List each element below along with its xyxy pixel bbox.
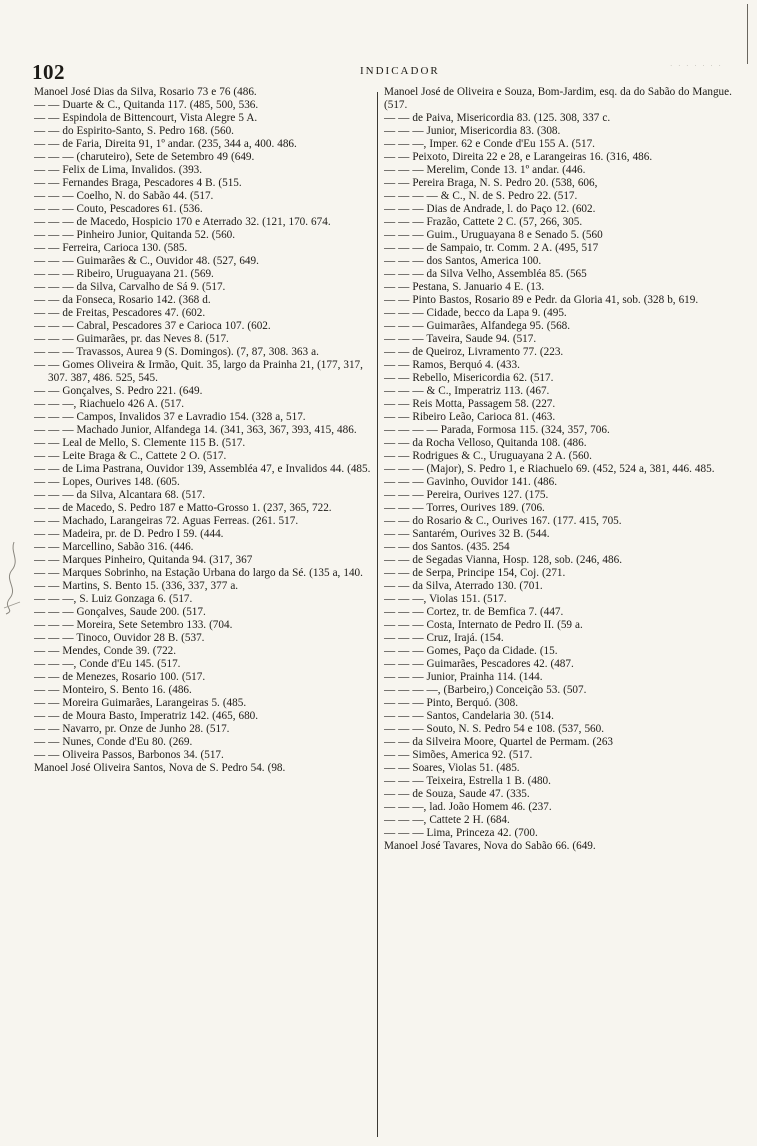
directory-entry: — — Gonçalves, S. Pedro 221. (649. bbox=[34, 385, 203, 397]
directory-entry: — — de Faria, Direita 91, 1º andar. (235, 344 a, 400. 486. bbox=[34, 138, 297, 150]
directory-entry: — — da Silveira Moore, Quartel de Permam. (263 bbox=[384, 736, 614, 748]
directory-entry: — — Pestana, S. Januario 4 E. (13. bbox=[384, 281, 545, 293]
directory-entry: — — Marques Sobrinho, na Estação Urbana do largo da Sé. (135 a, 140. bbox=[34, 567, 363, 579]
directory-entry: — — — Gonçalves, Saude 200. (517. bbox=[34, 606, 206, 618]
directory-entry: — — da Silva, Aterrado 130. (701. bbox=[384, 580, 543, 592]
directory-entry: — — Simões, America 92. (517. bbox=[384, 749, 533, 761]
directory-entry: — — de Souza, Saude 47. (335. bbox=[384, 788, 530, 800]
directory-entry: — — Madeira, pr. de D. Pedro I 59. (444. bbox=[34, 528, 224, 540]
directory-entry: — — — & C., Imperatriz 113. (467. bbox=[384, 385, 550, 397]
directory-entry: — — — da Silva Velho, Assembléa 85. (565 bbox=[384, 268, 587, 280]
page-edge-line bbox=[747, 4, 748, 64]
directory-entry: — — de Moura Basto, Imperatriz 142. (465, 680. bbox=[34, 710, 259, 722]
directory-entry: — — — Cortez, tr. de Bemfica 7. (447. bbox=[384, 606, 564, 618]
directory-entry: — — Monteiro, S. Bento 16. (486. bbox=[34, 684, 192, 696]
directory-entry: Manoel José Tavares, Nova do Sabão 66. (649. bbox=[384, 840, 596, 852]
directory-entry: Manoel José Dias da Silva, Rosario 73 e 76 (486. bbox=[34, 86, 257, 98]
directory-entry: — — Espindola de Bittencourt, Vista Alegre 5 A. bbox=[34, 112, 258, 124]
directory-entry: — — Martins, S. Bento 15. (336, 337, 377 a. bbox=[34, 580, 239, 592]
directory-entry: — — de Macedo, S. Pedro 187 e Matto-Grosso 1. (237, 365, 722. bbox=[34, 502, 332, 514]
directory-entry: — — — Taveira, Saude 94. (517. bbox=[384, 333, 537, 345]
directory-entry: — — — Ribeiro, Uruguayana 21. (569. bbox=[34, 268, 214, 280]
directory-entry: — — de Menezes, Rosario 100. (517. bbox=[34, 671, 206, 683]
directory-entry: — — — Cruz, Irajá. (154. bbox=[384, 632, 504, 644]
directory-entry: — — — Pinheiro Junior, Quitanda 52. (560. bbox=[34, 229, 236, 241]
directory-entry: — — Santarém, Ourives 32 B. (544. bbox=[384, 528, 550, 540]
directory-entry: — — Soares, Violas 51. (485. bbox=[384, 762, 520, 774]
pencil-scribble-icon bbox=[0, 538, 28, 618]
directory-entry: — — Ramos, Berquó 4. (433. bbox=[384, 359, 520, 371]
column-divider bbox=[377, 92, 378, 1137]
directory-entry: — — Marcellino, Sabão 316. (446. bbox=[34, 541, 194, 553]
directory-entry: — — Marques Pinheiro, Quitanda 94. (317, 367 bbox=[34, 554, 253, 566]
directory-entry: — — — (Major), S. Pedro 1, e Riachuelo 69. (452, 524 a, 381, 446. 485. bbox=[384, 463, 715, 475]
directory-entry: — — Moreira Guimarães, Larangeiras 5. (485. bbox=[34, 697, 247, 709]
directory-entry: — — —, S. Luiz Gonzaga 6. (517. bbox=[34, 593, 193, 605]
directory-entry: — — — Gomes, Paço da Cidade. (15. bbox=[384, 645, 558, 657]
directory-entry: — — — Travassos, Aurea 9 (S. Domingos). (7, 87, 308. 363 a. bbox=[34, 346, 319, 358]
directory-entry: — — —, Violas 151. (517. bbox=[384, 593, 507, 605]
directory-entry: — — — Coelho, N. do Sabão 44. (517. bbox=[34, 190, 214, 202]
directory-entry: — — — — & C., N. de S. Pedro 22. (517. bbox=[384, 190, 578, 202]
directory-entry: — — — Merelim, Conde 13. 1º andar. (446. bbox=[384, 164, 586, 176]
directory-entry: — — — da Silva, Carvalho de Sá 9. (517. bbox=[34, 281, 226, 293]
directory-entry: — — — Tinoco, Ouvidor 28 B. (537. bbox=[34, 632, 205, 644]
directory-entry: — — do Rosario & C., Ourives 167. (177. 415, 705. bbox=[384, 515, 622, 527]
directory-entry: — — — de Macedo, Hospicio 170 e Aterrado 32. (121, 170. 674. bbox=[34, 216, 331, 228]
directory-entry: — — Nunes, Conde d'Eu 80. (269. bbox=[34, 736, 193, 748]
directory-entry: — — Mendes, Conde 39. (722. bbox=[34, 645, 177, 657]
directory-entry: — — — Cidade, becco da Lapa 9. (495. bbox=[384, 307, 567, 319]
directory-entry: — — — Cabral, Pescadores 37 e Carioca 107. (602. bbox=[34, 320, 271, 332]
directory-entry: — — — Guimarães & C., Ouvidor 48. (527, 649. bbox=[34, 255, 259, 267]
directory-entry: — — da Fonseca, Rosario 142. (368 d. bbox=[34, 294, 211, 306]
directory-entry: — — —, Conde d'Eu 145. (517. bbox=[34, 658, 181, 670]
directory-entry: — — — Teixeira, Estrella 1 B. (480. bbox=[384, 775, 551, 787]
directory-entry: — — — Junior, Misericordia 83. (308. bbox=[384, 125, 561, 137]
directory-entry: — — de Paiva, Misericordia 83. (125. 308, 337 c. bbox=[384, 112, 611, 124]
directory-entry: — — Duarte & C., Quitanda 117. (485, 500, 536. bbox=[34, 99, 259, 111]
faded-corner-mark: · · · · · · · bbox=[670, 62, 723, 70]
directory-entry: — — — Moreira, Sete Setembro 133. (704. bbox=[34, 619, 233, 631]
directory-entry: — — Ribeiro Leão, Carioca 81. (463. bbox=[384, 411, 556, 423]
directory-entry: — — Lopes, Ourives 148. (605. bbox=[34, 476, 180, 488]
directory-entry: — — Felix de Lima, Invalidos. (393. bbox=[34, 164, 203, 176]
page-number: 102 bbox=[32, 60, 65, 84]
directory-entry: — — Rodrigues & C., Uruguayana 2 A. (560. bbox=[384, 450, 592, 462]
directory-entry: — — — Campos, Invalidos 37 e Lavradio 154. (328 a, 517. bbox=[34, 411, 306, 423]
directory-entry: Manoel José de Oliveira e Souza, Bom-Jardim, esq. da do Sabão do Mangue. (517. bbox=[384, 86, 732, 111]
directory-entry: — — — Junior, Prainha 114. (144. bbox=[384, 671, 543, 683]
directory-entry: — — Reis Motta, Passagem 58. (227. bbox=[384, 398, 556, 410]
directory-entry: — — dos Santos. (435. 254 bbox=[384, 541, 510, 553]
directory-entry: — — — Costa, Internato de Pedro II. (59 a. bbox=[384, 619, 583, 631]
directory-entry: — — Leal de Mello, S. Clemente 115 B. (517. bbox=[34, 437, 246, 449]
directory-entry: — — Gomes Oliveira & Irmão, Quit. 35, largo da Prainha 21, (177, 317, 307. 387, 486. 525, 545. bbox=[34, 359, 363, 384]
directory-entry: — — — —, (Barbeiro,) Conceição 53. (507. bbox=[384, 684, 587, 696]
directory-entry: — — Oliveira Passos, Barbonos 34. (517. bbox=[34, 749, 224, 761]
directory-entry: — — Peixoto, Direita 22 e 28, e Larangeiras 16. (316, 486. bbox=[384, 151, 653, 163]
directory-entry: — — Ferreira, Carioca 130. (585. bbox=[34, 242, 188, 254]
directory-entry: — — da Rocha Velloso, Quitanda 108. (486. bbox=[384, 437, 587, 449]
directory-entry: — — — Frazão, Cattete 2 C. (57, 266, 305. bbox=[384, 216, 583, 228]
directory-entry: — — Navarro, pr. Onze de Junho 28. (517. bbox=[34, 723, 230, 735]
page-header bbox=[30, 60, 737, 84]
directory-entry: — — —, Cattete 2 H. (684. bbox=[384, 814, 510, 826]
directory-entry: — — Machado, Larangeiras 72. Aguas Ferreas. (261. 517. bbox=[34, 515, 299, 527]
directory-entry: — — — de Sampaio, tr. Comm. 2 A. (495, 517 bbox=[384, 242, 599, 254]
right-column bbox=[384, 86, 734, 1140]
directory-entry: — — — Guimarães, pr. das Neves 8. (517. bbox=[34, 333, 229, 345]
directory-entry: — — Pereira Braga, N. S. Pedro 20. (538, 606, bbox=[384, 177, 598, 189]
directory-entry: — — Leite Braga & C., Cattete 2 O. (517. bbox=[34, 450, 227, 462]
marginal-pencil-mark bbox=[0, 538, 28, 618]
directory-entry: Manoel José Oliveira Santos, Nova de S. Pedro 54. (98. bbox=[34, 762, 286, 774]
directory-entry: — — de Serpa, Principe 154, Coj. (271. bbox=[384, 567, 566, 579]
directory-entry: — — de Segadas Vianna, Hosp. 128, sob. (246, 486. bbox=[384, 554, 623, 566]
directory-entry: — — de Queiroz, Livramento 77. (223. bbox=[384, 346, 564, 358]
directory-entry: — — Rebello, Misericordia 62. (517. bbox=[384, 372, 554, 384]
running-title: INDICADOR bbox=[360, 65, 440, 77]
directory-entry: — — — Torres, Ourives 189. (706. bbox=[384, 502, 545, 514]
directory-entry: — — — (charuteiro), Sete de Setembro 49 (649. bbox=[34, 151, 255, 163]
directory-entry: — — Pinto Bastos, Rosario 89 e Pedr. da Gloria 41, sob. (328 b, 619. bbox=[384, 294, 699, 306]
directory-entry: — — — Gavinho, Ouvidor 141. (486. bbox=[384, 476, 558, 488]
directory-entry: — — — Machado Junior, Alfandega 14. (341, 363, 367, 393, 415, 486. bbox=[34, 424, 357, 436]
directory-entry: — — — Santos, Candelaria 30. (514. bbox=[384, 710, 554, 722]
left-column bbox=[34, 86, 374, 1140]
directory-entry: — — — Souto, N. S. Pedro 54 e 108. (537, 560. bbox=[384, 723, 605, 735]
directory-entry: — — do Espirito-Santo, S. Pedro 168. (560. bbox=[34, 125, 234, 137]
directory-entry: — — — Lima, Princeza 42. (700. bbox=[384, 827, 538, 839]
directory-entry: — — —, lad. João Homem 46. (237. bbox=[384, 801, 552, 813]
directory-entry: — — —, Riachuelo 426 A. (517. bbox=[34, 398, 185, 410]
directory-entry: — — Fernandes Braga, Pescadores 4 B. (515. bbox=[34, 177, 242, 189]
directory-entry: — — — Dias de Andrade, l. do Paço 12. (602. bbox=[384, 203, 596, 215]
directory-entry: — — — Couto, Pescadores 61. (536. bbox=[34, 203, 203, 215]
directory-entry: — — — — Parada, Formosa 115. (324, 357, 706. bbox=[384, 424, 610, 436]
directory-entry: — — — Guim., Uruguayana 8 e Senado 5. (560 bbox=[384, 229, 603, 241]
directory-entry: — — — da Silva, Alcantara 68. (517. bbox=[34, 489, 206, 501]
directory-entry: — — — dos Santos, America 100. bbox=[384, 255, 542, 267]
directory-entry: — — —, Imper. 62 e Conde d'Eu 155 A. (517. bbox=[384, 138, 595, 150]
directory-entry: — — — Guimarães, Pescadores 42. (487. bbox=[384, 658, 574, 670]
directory-entry: — — — Pinto, Berquó. (308. bbox=[384, 697, 519, 709]
directory-entry: — — de Freitas, Pescadores 47. (602. bbox=[34, 307, 206, 319]
directory-entry: — — — Pereira, Ourives 127. (175. bbox=[384, 489, 549, 501]
directory-entry: — — — Guimarães, Alfandega 95. (568. bbox=[384, 320, 571, 332]
directory-entry: — — de Lima Pastrana, Ouvidor 139, Assembléa 47, e Invalidos 44. (485. bbox=[34, 463, 371, 475]
